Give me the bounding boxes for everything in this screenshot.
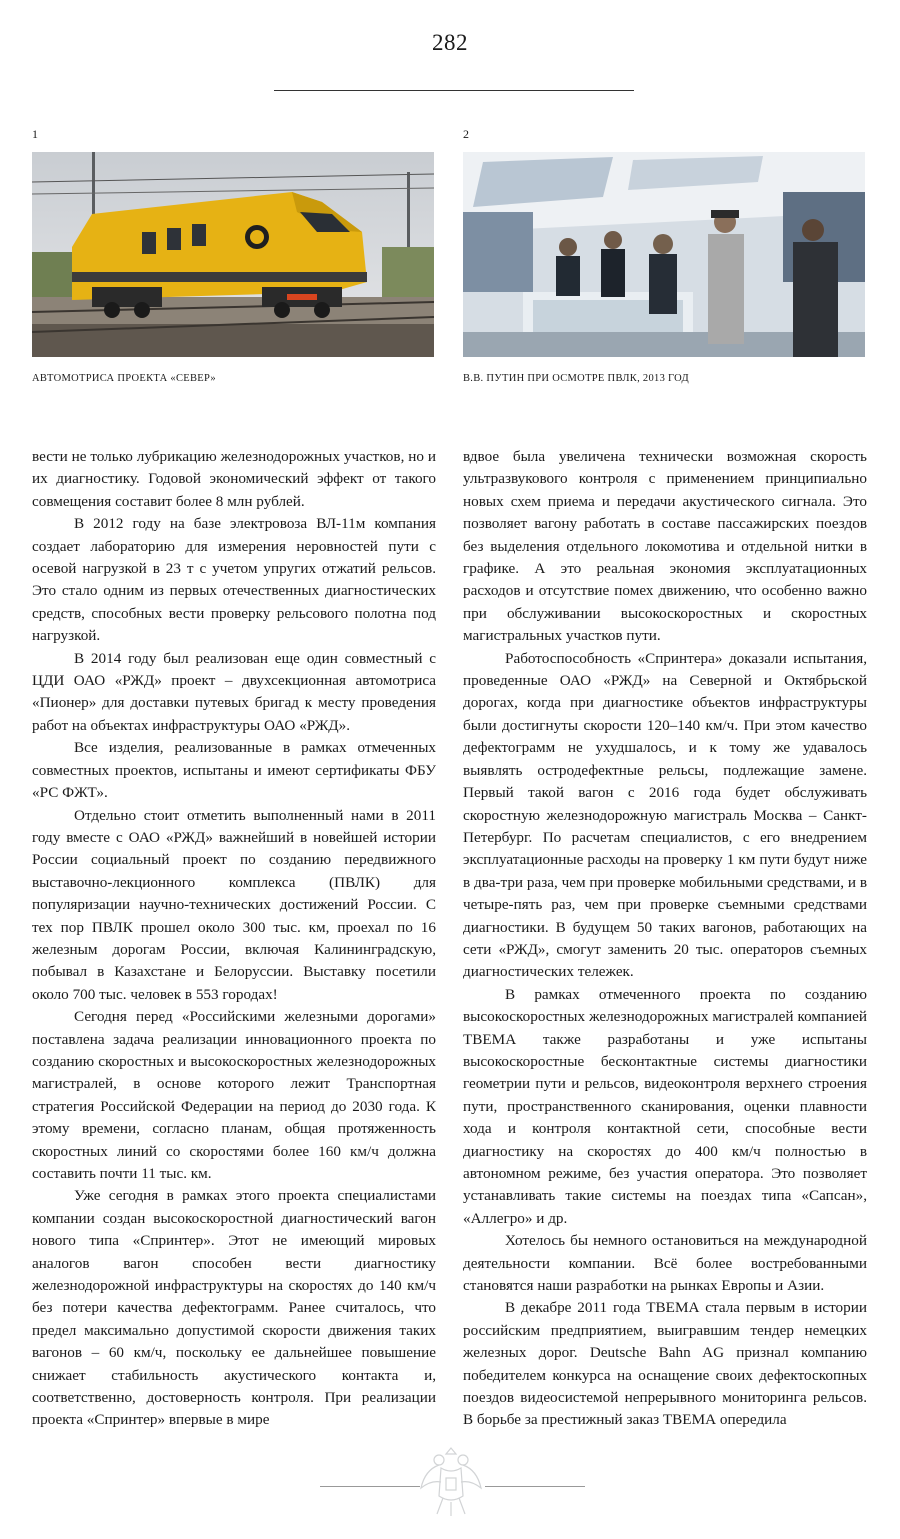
yellow-railway-motor-car-photo	[32, 152, 434, 357]
paragraph: Сегодня перед «Российскими железными дорогами» поставлена задача реализации инновационного проекта по созданию скоростных и высокоскоростных железнодорожных магистралей, в основе которого лежит Транспортная стратегия Российской Федерации на период до 2030 года. К этому времени, согласно планам, общая протяженность скоростных линий со скоростями более 160 км/ч должна составить почти 11 тыс. км.	[32, 1008, 436, 1182]
figure-2-photo	[463, 152, 865, 357]
paragraph: Все изделия, реализованные в рамках отмеченных совместных проектов, испытаны и имеют сертификаты ФБУ «РС ФЖТ».	[32, 739, 436, 802]
paragraph: вести не только лубрикацию железнодорожных участков, но и их диагностику. Годовой экономический эффект от такого совмещения составит более 8 млн рублей.	[32, 448, 436, 510]
figure-1-photo	[32, 152, 434, 357]
paragraph: В 2014 году был реализован еще один совместный с ЦДИ ОАО «РЖД» проект – двухсекционная автомотриса «Пионер» для доставки путевых бригад к месту проведения работ на объектах инфраструктуры ОАО «РЖД».	[32, 649, 436, 734]
page-number: 282	[432, 30, 468, 55]
paragraph: Работоспособность «Спринтера» доказали испытания, проведенные ОАО «РЖД» на Северной и Октябрьской дорогах, когда при диагностике объектов инфраструктуры были достигнуты скорости 120–140 км/ч. При этом качество дефектограмм не ухудшалось, и к тому же удавалось выявлять остродефектные рельсы, подлежащие замене. Первый такой вагон с 2016 года будет обслуживать скоростную железнодорожную магистраль Москва – Санкт-Петербург. По расчетам специалистов, с его внедрением эксплуатационные расходы на проверку 1 км пути будут ниже в два-три раза, чем при проверке мобильными средствами, и в четыре-пять раз, чем при проверке съемными средствами диагностики. В будущем 50 таких вагонов, работающих на сети «РЖД», смогут заменить 20 тыс. операторов съемных диагностических тележек.	[463, 649, 867, 981]
paragraph: Уже сегодня в рамках этого проекта специалистами компании создан высокоскоростной диагностический вагон нового типа «Спринтер». Этот не имеющий мировых аналогов вагон способен вести диагностику железнодорожной инфраструктуры на скоростях до 140 км/ч без потери качества дефектограмм. Ранее считалось, что предел максимально допустимой скорости движения таких вагонов – 60 км/ч, поскольку ее дальнейшее повышение снижает стабильность акустического контакта и, соответственно, достоверность контроля. При реализации проекта «Спринтер» впервые в мире	[32, 1187, 436, 1429]
footer-rule-right	[485, 1486, 585, 1487]
paragraph: В декабре 2011 года ТВЕМА стала первым в истории российским предприятием, выигравшим тендер немецких железных дорог. Deutsche Bahn AG признал компанию победителем конкурса на оснащение своих дефектоскопных поездов видеосистемой непрерывного мониторинга рельсов. В борьбе за престижный заказ ТВЕМА опередила	[463, 1299, 867, 1429]
exhibition-car-visit-photo	[463, 152, 865, 357]
left-column	[32, 446, 436, 1432]
footer-rule-left	[320, 1486, 420, 1487]
paragraph: вдвое была увеличена технически возможная скорость ультразвукового контроля с применением принципиально новых схем приема и передачи акустического сигнала. Это позволяет вагону работать в составе пассажирских поездов без выделения отдельного локомотива и отдельной нитки в графике. А это реальная экономия эксплуатационных расходов и отсутствие помех движению, что особенно важно при обслуживании высокоскоростных и скоростных магистральных участков пути.	[463, 448, 867, 645]
right-column	[463, 446, 867, 1432]
paragraph: Хотелось бы немного остановиться на международной деятельности компании. Всё более востребованными становятся наши разработки на рынках Европы и Азии.	[463, 1232, 867, 1295]
paragraph: Отдельно стоит отметить выполненный нами в 2011 году вместе с ОАО «РЖД» важнейший в новейшей истории России социальный проект по созданию передвижного выставочно-лекционного комплекса (ПВЛК) для популяризации научно-технических достижений России. С тех пор ПВЛК прошел около 300 тыс. км, проехал по 16 железным дорогам России, включая Калининградскую, побывал в Казахстане и Белоруссии. Выставку посетили около 700 тыс. человек в 553 городах!	[32, 806, 436, 1003]
paragraph: В 2012 году на базе электровоза ВЛ-11м компания создает лабораторию для измерения неровностей пути с осевой нагрузкой в 23 т с учетом упругих отжатий рельсов. Это стало одним из первых отечественных диагностических средств, способных вести проверку рельсового полотна под нагрузкой.	[32, 515, 436, 645]
paragraph: В рамках отмеченного проекта по созданию высокоскоростных железнодорожных магистралей компанией ТВЕМА также разработаны и уже испытаны высокоскоростные бесконтактные системы диагностики геометрии пути и рельсов, видеоконтроля верхнего строения пути, пространственного сканирования, оценки плавности хода и контроля контактной сети, способные вести диагностику на скоростях до 400 км/ч полностью в автономном режиме, без участия оператора. Это позволяет устанавливать такие системы на поездах типа «Сапсан», «Аллегро» и др.	[463, 985, 867, 1227]
figure-1-number: 1	[32, 127, 38, 141]
figure-2-number: 2	[463, 127, 469, 141]
figure-2-caption: В.В. ПУТИН ПРИ ОСМОТРЕ ПВЛК, 2013 ГОД	[463, 373, 689, 384]
double-headed-eagle-emblem-icon	[415, 1440, 487, 1520]
figure-1-caption: АВТОМОТРИСА ПРОЕКТА «СЕВЕР»	[32, 373, 216, 384]
header-rule	[274, 90, 634, 91]
